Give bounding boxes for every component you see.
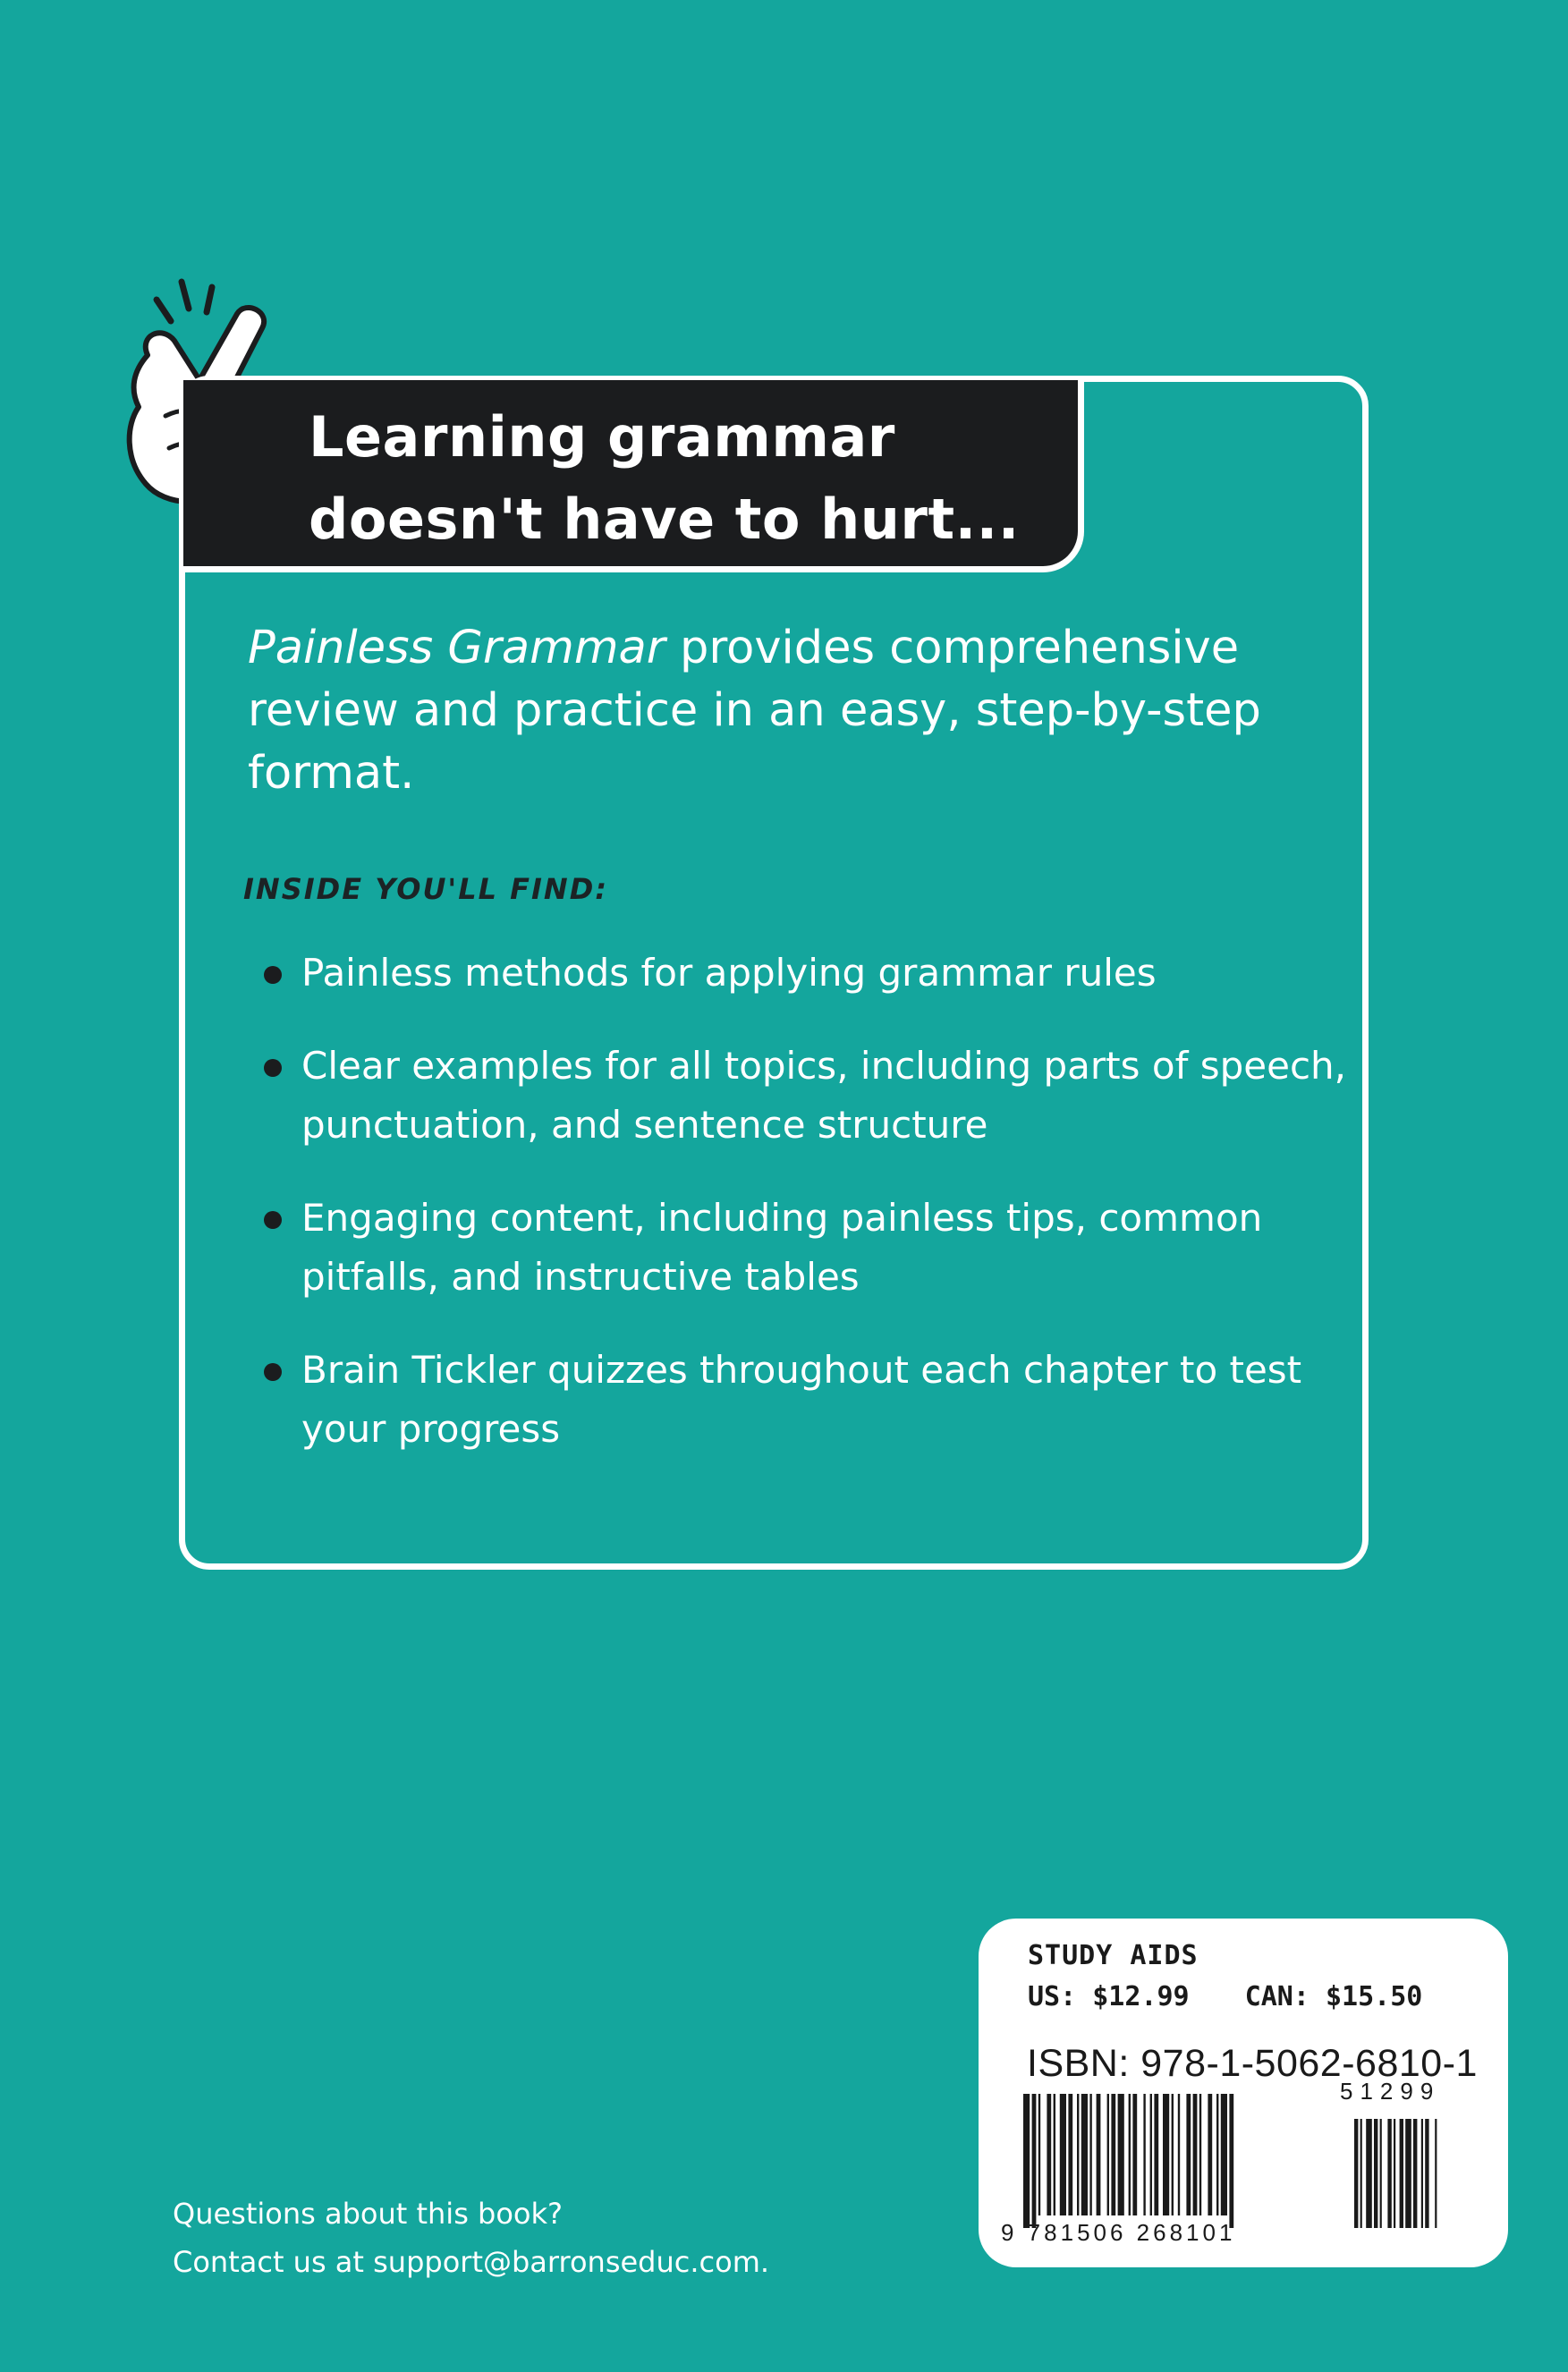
barcode-bar [1435, 2119, 1437, 2228]
barcode-bar [1143, 2094, 1145, 2215]
barcode-bar [1089, 2094, 1091, 2215]
barcode-bar [1132, 2094, 1137, 2215]
barcode-bar [1154, 2094, 1158, 2215]
barcode-bar [1387, 2119, 1391, 2228]
barcode-bar [1425, 2119, 1428, 2228]
barcode-bar [1111, 2094, 1115, 2215]
addon-digits: 51299 [1340, 2078, 1441, 2105]
barcode-bar [1193, 2094, 1198, 2215]
barcode-bar [1172, 2094, 1174, 2215]
us-price: US: $12.99 [1028, 1981, 1190, 2012]
feature-text: Engaging content, including painless tips, common pitfalls, and instructive tables [301, 1196, 1263, 1299]
list-item [264, 1037, 1355, 1155]
barcode-bar [1081, 2094, 1088, 2215]
barcode-bar [1077, 2094, 1079, 2215]
barcode-bar [1394, 2119, 1395, 2228]
barcode-bar [1360, 2119, 1362, 2228]
intro-text: provides comprehensive review and practice in an easy, step-by-step format. [248, 622, 1261, 800]
barcode-bar [1150, 2094, 1152, 2215]
barcode-bar [1374, 2119, 1377, 2228]
contact-question: Questions about this book? [173, 2197, 564, 2231]
barcode-bar [1380, 2119, 1382, 2228]
barcode-bar [1405, 2119, 1411, 2228]
book-title: Painless Grammar [248, 622, 665, 674]
barcode-bar [1068, 2094, 1072, 2215]
feature-text: Brain Tickler quizzes throughout each chapter to test your progress [301, 1348, 1302, 1451]
barcode-icon [1023, 2094, 1479, 2228]
barcode-bar [1032, 2094, 1037, 2228]
contact-email: Contact us at support@barronseduc.com. [173, 2245, 770, 2279]
barcode-bar [1421, 2119, 1423, 2228]
price-box [979, 1919, 1508, 2267]
bullet-icon [264, 1211, 282, 1229]
list-item [264, 1189, 1355, 1307]
barcode-bar [1129, 2094, 1131, 2215]
barcode-bar [1216, 2094, 1218, 2215]
barcode-bar [1118, 2094, 1124, 2215]
feature-text: Painless methods for applying grammar rules [301, 951, 1157, 995]
barcode-bar [1023, 2094, 1030, 2228]
bullet-icon [264, 1059, 282, 1077]
bullet-icon [264, 1363, 282, 1381]
barcode-bar [1178, 2094, 1180, 2215]
barcode-bar [1054, 2094, 1055, 2215]
list-item [264, 1341, 1355, 1459]
barcode-bar [1199, 2094, 1201, 2215]
headline-line-2: doesn't have to hurt... [309, 487, 1020, 552]
barcode-bar [1208, 2094, 1212, 2215]
barcode-bar [1366, 2119, 1372, 2228]
barcode-bar [1400, 2119, 1403, 2228]
barcode-bar [1354, 2119, 1358, 2228]
list-item [264, 944, 1355, 1003]
barcode-bar [1413, 2119, 1417, 2228]
can-price: CAN: $15.50 [1244, 1981, 1423, 2012]
barcode-bar [1163, 2094, 1169, 2215]
isbn-label: ISBN: 978-1-5062-6810-1 [1027, 2042, 1478, 2085]
barcode-bar [1221, 2094, 1227, 2215]
barcode-bar [1186, 2094, 1191, 2215]
headline-line-1: Learning grammar [309, 404, 895, 470]
barcode-bar [1097, 2094, 1101, 2215]
bullet-icon [264, 966, 282, 984]
intro-paragraph [248, 617, 1303, 805]
headline [309, 396, 1060, 561]
barcode-bar [1060, 2094, 1066, 2215]
barcode-bar [1047, 2094, 1051, 2215]
feature-list [264, 944, 1355, 1493]
barcode-bar [1229, 2094, 1233, 2228]
price-line [1028, 1981, 1462, 2012]
contact-info [173, 2190, 769, 2286]
category-label: STUDY AIDS [1028, 1940, 1199, 1971]
headline-box [183, 380, 1084, 572]
barcode-bar [1038, 2094, 1040, 2215]
barcode-digits: 9 781506 268101 [1001, 2219, 1236, 2246]
feature-text: Clear examples for all topics, including parts of speech, punctuation, and sentence structure [301, 1044, 1347, 1147]
barcode-bar [1107, 2094, 1109, 2215]
inside-label: INSIDE YOU'LL FIND: [243, 872, 609, 906]
